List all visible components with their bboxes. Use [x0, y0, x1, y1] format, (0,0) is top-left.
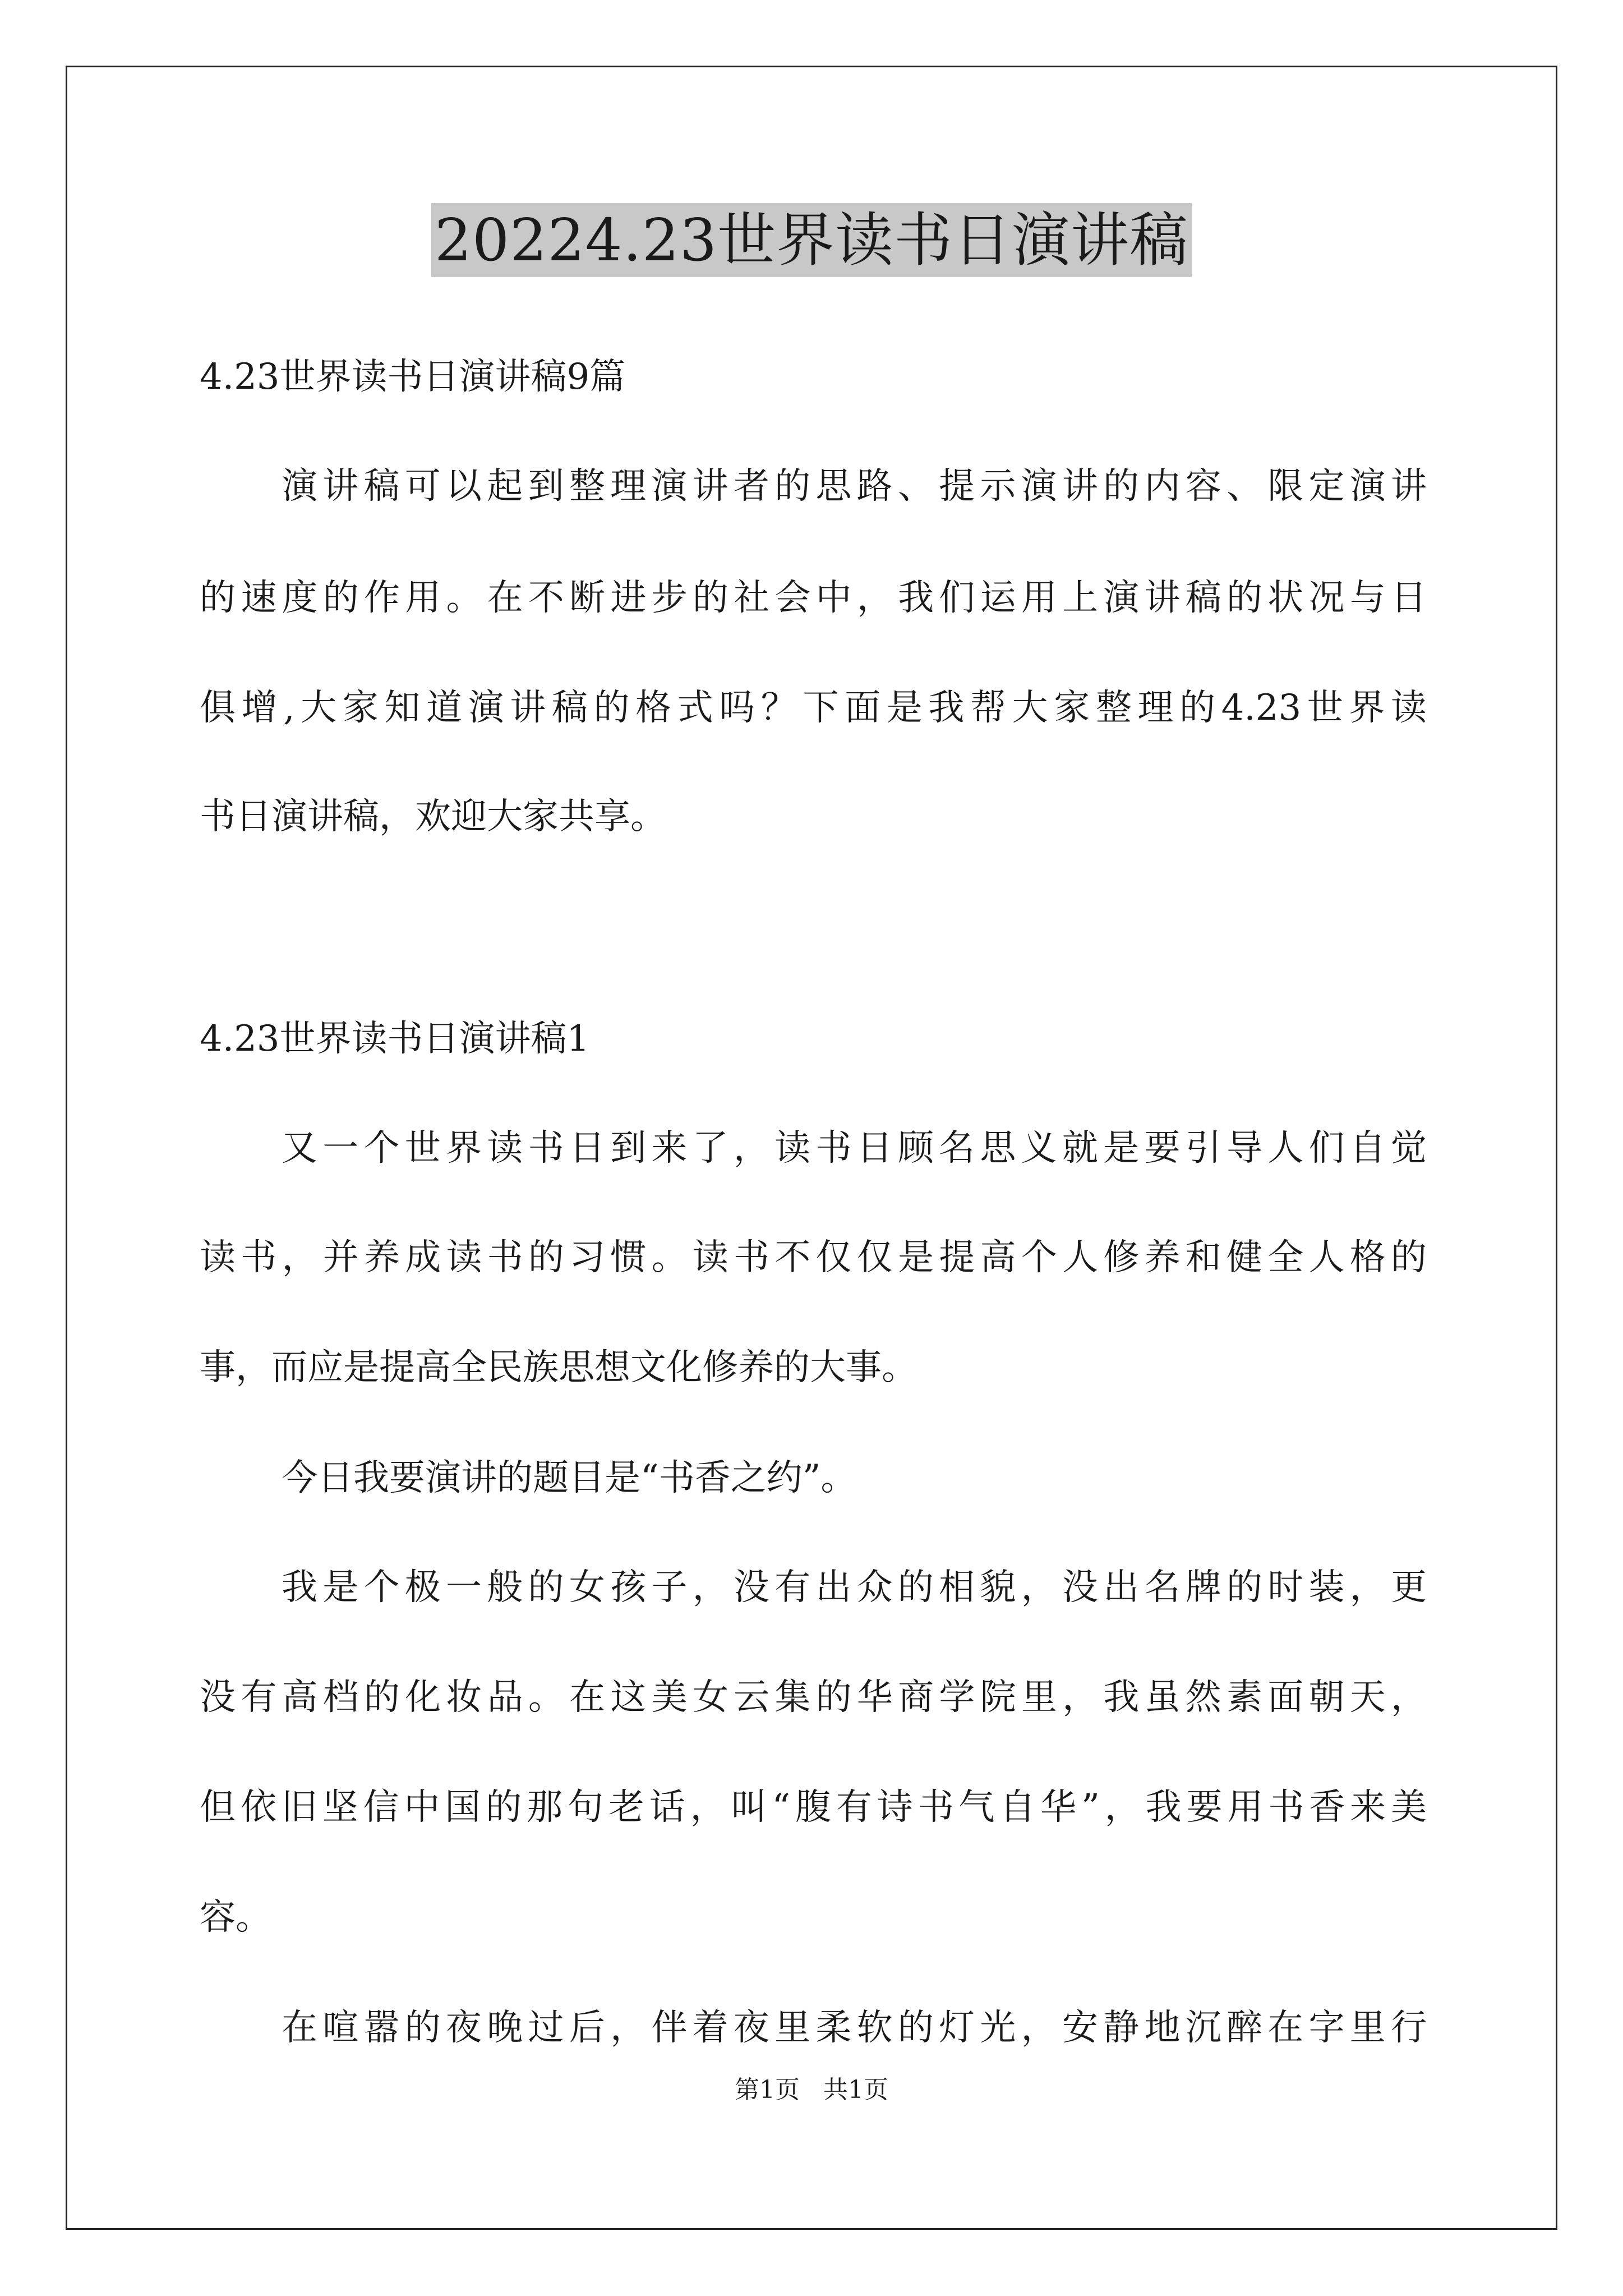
- body-line: 在喧嚣的夜晚过后，伴着夜里柔软的灯光，安静地沉醉在字里行: [282, 2007, 1427, 2049]
- body-line: 但依旧坚信中国的那句老话，叫“腹有诗书气自华”，我要用书香来美: [200, 1787, 1427, 1828]
- body-line: 读书，并养成读书的习惯。读书不仅仅是提高个人修养和健全人格的: [200, 1237, 1427, 1278]
- body-line: 容。: [200, 1897, 271, 1938]
- title-container: [0, 203, 1623, 277]
- section-heading: 4.23世界读书日演讲稿1: [200, 1018, 590, 1060]
- body-line: 又一个世界读书日到来了，读书日顾名思义就是要引导人们自觉: [282, 1128, 1427, 1169]
- intro-line: 的速度的作用。在不断进步的社会中，我们运用上演讲稿的状况与日: [200, 577, 1427, 619]
- body-line: 今日我要演讲的题目是“书香之约”。: [282, 1457, 857, 1499]
- intro-line: 书日演讲稿，欢迎大家共享。: [200, 796, 666, 838]
- body-line: 事，而应是提高全民族思想文化修养的大事。: [200, 1347, 917, 1388]
- subheading: 4.23世界读书日演讲稿9篇: [200, 356, 626, 398]
- intro-line: 演讲稿可以起到整理演讲者的思路、提示演讲的内容、限定演讲: [282, 466, 1427, 507]
- body-line: 我是个极一般的女孩子，没有出众的相貌，没出名牌的时装，更: [282, 1567, 1427, 1608]
- page-number: 第1页 共1页: [735, 2076, 888, 2104]
- document-title: 20224.23世界读书日演讲稿: [431, 203, 1192, 277]
- body-line: 没有高档的化妆品。在这美女云集的华商学院里，我虽然素面朝天，: [200, 1677, 1427, 1718]
- intro-line: 俱增,大家知道演讲稿的格式吗？下面是我帮大家整理的4.23世界读: [200, 687, 1427, 729]
